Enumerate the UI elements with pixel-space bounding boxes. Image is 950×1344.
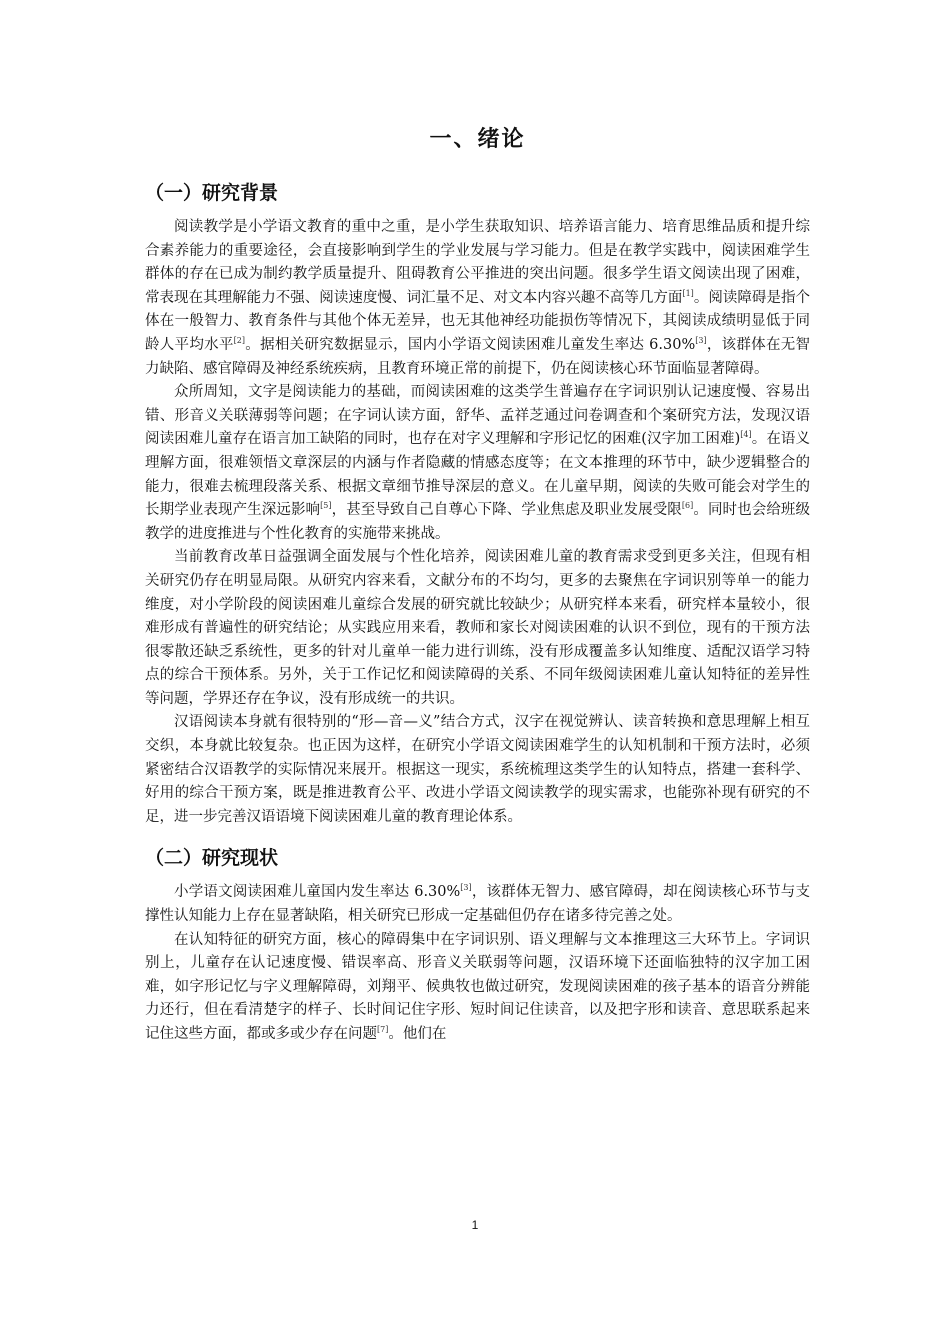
citation-ref[interactable]: [3] [460,883,472,893]
section-heading: （一）研究背景 [145,182,279,204]
paragraph-text: 。据相关研究数据显示，国内小学语文阅读困难儿童发生率达 6.30% [245,336,696,353]
paragraph-text: 众所周知，文字是阅读能力的基础，而阅读困难的这类学生普遍存在字词识别认记速度慢、容易出错、形音义关联薄弱等问题；在字词认读方面，舒华、孟祥芝通过问卷调查和个案研究方法，发现汉语阅读困难儿童存在语言加工缺陷的同时，也存在对字义理解和字形记忆的困难(汉字加工困难) [145,384,810,448]
body-paragraph [145,711,810,829]
paragraph-text: ，甚至导致自己自尊心下降、学业焦虑及职业发展受限 [331,502,682,519]
paragraph-text: ，该群体在无智力缺陷、感官障碍及神经系统疾病，且教育环境正常的前提下，仍在阅读核心环节面临显著障碍。 [145,336,811,377]
paragraph-text: 。在语义理解方面，很难领悟文章深层的内涵与作者隐藏的情感态度等；在文本推理的环节中，缺少逻辑整合的能力，很难去梳理段落关系、根据文章细节推导深层的意义。在儿童早期，阅读的失败可能会对学生的长期学业表现产生深远影响 [145,431,811,519]
body-paragraph [145,881,810,928]
paragraph-text: 。阅读障碍是指个体在一般智力、教育条件与其他个体无差异，也无其他神经功能损伤等情况下，其阅读成绩明显低于同龄人平均水平 [145,289,811,353]
citation-ref[interactable]: [6] [681,501,694,511]
body-paragraph [145,929,810,1047]
paragraph-text: 小学语文阅读困难儿童国内发生率达 6.30% [174,884,461,901]
paragraph-text: 当前教育改革日益强调全面发展与个性化培养，阅读困难儿童的教育需求受到更多关注，但现有相关研究仍存在明显局限。从研究内容来看，文献分布的不均匀，更多的去聚焦在字词识别等单一的能力维度，对小学阶段的阅读困难儿童综合发展的研究就比较缺少；从研究样本来看，研究样本量较小，很难形成有普遍性的研究结论；从实践应用来看，教师和家长对阅读困难的认识不到位，现有的干预方法很零散还缺乏系统性，更多的针对儿童单一能力进行训练，没有形成覆盖多认知维度、适配汉语学习特点的综合干预体系。另外，关于工作记忆和阅读障碍的关系、不同年级阅读困难儿童认知特征的差异性等问题，学界还存在争议，没有形成统一的共识。 [145,549,810,707]
paragraph-text: 。他们在 [388,1026,447,1042]
citation-ref[interactable]: [3] [695,336,707,346]
sections-container [145,176,810,1047]
citation-ref[interactable]: [7] [377,1025,389,1035]
paragraph-text: 阅读教学是小学语文教育的重中之重，是小学生获取知识、培养语言能力、培育思维品质和提升综合素养能力的重要途径，会直接影响到学生的学业发展与学习能力。但是在教学实践中，阅读困难学生群体的存在已成为制约教学质量提升、阻碍教育公平推进的突出问题。很多学生语文阅读出现了困难，常表现在其理解能力不强、阅读速度慢、词汇量不足、对文本内容兴趣不高等几方面 [145,219,810,306]
paragraph-text: ，该群体无智力、感官障碍，却在阅读核心环节与支撑性认知能力上存在显著缺陷，相关研究已形成一定基础但仍存在诸多待完善之处。 [145,884,811,925]
citation-ref[interactable]: [4] [740,430,752,440]
body-paragraph [145,546,810,711]
paragraph-text: 汉语阅读本身就有很特别的“形—音—义”结合方式，汉字在视觉辨认、读音转换和意思理解上相互交织，本身就比较复杂。也正因为这样，在研究小学语文阅读困难学生的认知机制和干预方法时，必须紧密结合汉语教学的实际情况来展开。根据这一现实，系统梳理这类学生的认知特点，搭建一套科学、好用的综合干预方案，既是推进教育公平、改进小学语文阅读教学的现实需求，也能弥补现有研究的不足，进一步完善汉语语境下阅读困难儿童的教育理论体系。 [145,714,810,825]
page-number: 1 [471,1218,479,1232]
body-paragraph [145,216,810,381]
document-body [145,120,810,1047]
citation-ref[interactable]: [2] [233,336,246,346]
paragraph-text: 在认知特征的研究方面，核心的障碍集中在字词识别、语义理解与文本推理这三大环节上。字词识别上，儿童存在认记速度慢、错误率高、形音义关联弱等问题，汉语环境下还面临独特的汉字加工困难，如字形记忆与字义理解障碍，刘翔平、候典牧也做过研究，发现阅读困难的孩子基本的语音分辨能力还行，但在看清楚字的样子、长时间记住字形、短时间记住读音，以及把字形和读音、意思联系起来记住这些方面，都或多或少存在问题 [145,931,810,1042]
citation-ref[interactable]: [5] [320,501,332,511]
citation-ref[interactable]: [1] [682,288,694,298]
section-heading: （二）研究现状 [145,847,279,870]
paragraph-text: 。同时也会给班级教学的进度推进与个性化教育的实施带来挑战。 [145,502,811,542]
chapter-title: 一、绪论 [429,127,526,152]
body-paragraph [145,381,810,546]
